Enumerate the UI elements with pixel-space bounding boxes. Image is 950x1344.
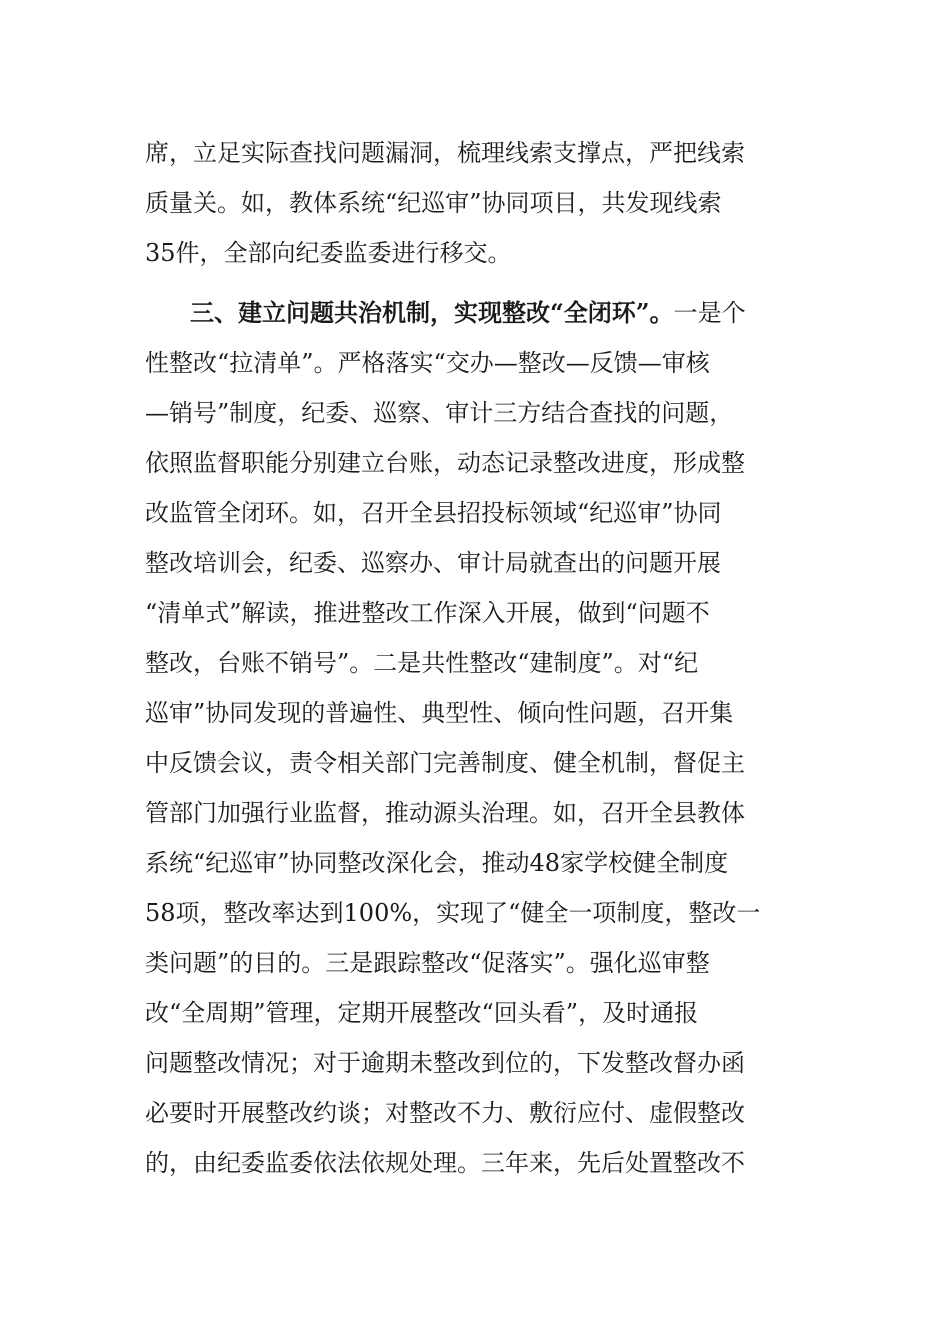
text-line: 中反馈会议，责令相关部门完善制度、健全机制，督促主 bbox=[145, 749, 745, 777]
text-line: “清单式”解读，推进整改工作深入开展，做到“问题不 bbox=[145, 599, 710, 627]
text-line: 性整改“拉清单”。严格落实“交办—整改—反馈—审核 bbox=[145, 349, 710, 377]
text-line: —销号”制度，纪委、巡察、审计三方结合查找的问题， bbox=[145, 399, 734, 427]
text-line: 系统“纪巡审”协同整改深化会，推动48家学校健全制度 bbox=[145, 849, 729, 877]
text-line: 必要时开展整改约谈；对整改不力、敷衍应付、虚假整改 bbox=[145, 1099, 745, 1127]
text-line: 巡审”协同发现的普遍性、典型性、倾向性问题，召开集 bbox=[145, 699, 734, 727]
text-line: 改“全周期”管理，定期开展整改“回头看”，及时通报 bbox=[145, 999, 699, 1027]
text-run: 一是个 bbox=[673, 299, 746, 327]
text-line: 改监管全闭环。如，召开全县招投标领域“纪巡审”协同 bbox=[145, 499, 722, 527]
text-line: 依照监督职能分别建立台账，动态记录整改进度，形成整 bbox=[145, 449, 745, 477]
text-line: 席，立足实际查找问题漏洞，梳理线索支撑点，严把线索 bbox=[145, 139, 745, 167]
text-line: 类问题”的目的。三是跟踪整改“促落实”。强化巡审整 bbox=[145, 949, 710, 977]
text-line: 问题整改情况；对于逾期未整改到位的，下发整改督办函 bbox=[145, 1049, 745, 1077]
text-line: 质量关。如，教体系统“纪巡审”协同项目，共发现线索 bbox=[145, 189, 722, 217]
text-line: 管部门加强行业监督，推动源头治理。如，召开全县教体 bbox=[145, 799, 745, 827]
section-three-first-line bbox=[190, 293, 805, 333]
text-line: 的，由纪委监委依法依规处理。三年来，先后处置整改不 bbox=[145, 1149, 745, 1177]
text-line: 35件，全部向纪委监委进行移交。 bbox=[145, 239, 512, 267]
section-heading: 三、建立问题共治机制，实现整改“全闭环”。 bbox=[190, 298, 674, 327]
text-line: 58项，整改率达到100%，实现了“健全一项制度，整改一 bbox=[145, 899, 761, 927]
text-line: 整改培训会，纪委、巡察办、审计局就查出的问题开展 bbox=[145, 549, 721, 577]
text-line: 整改，台账不销号”。二是共性整改“建制度”。对“纪 bbox=[145, 649, 699, 677]
